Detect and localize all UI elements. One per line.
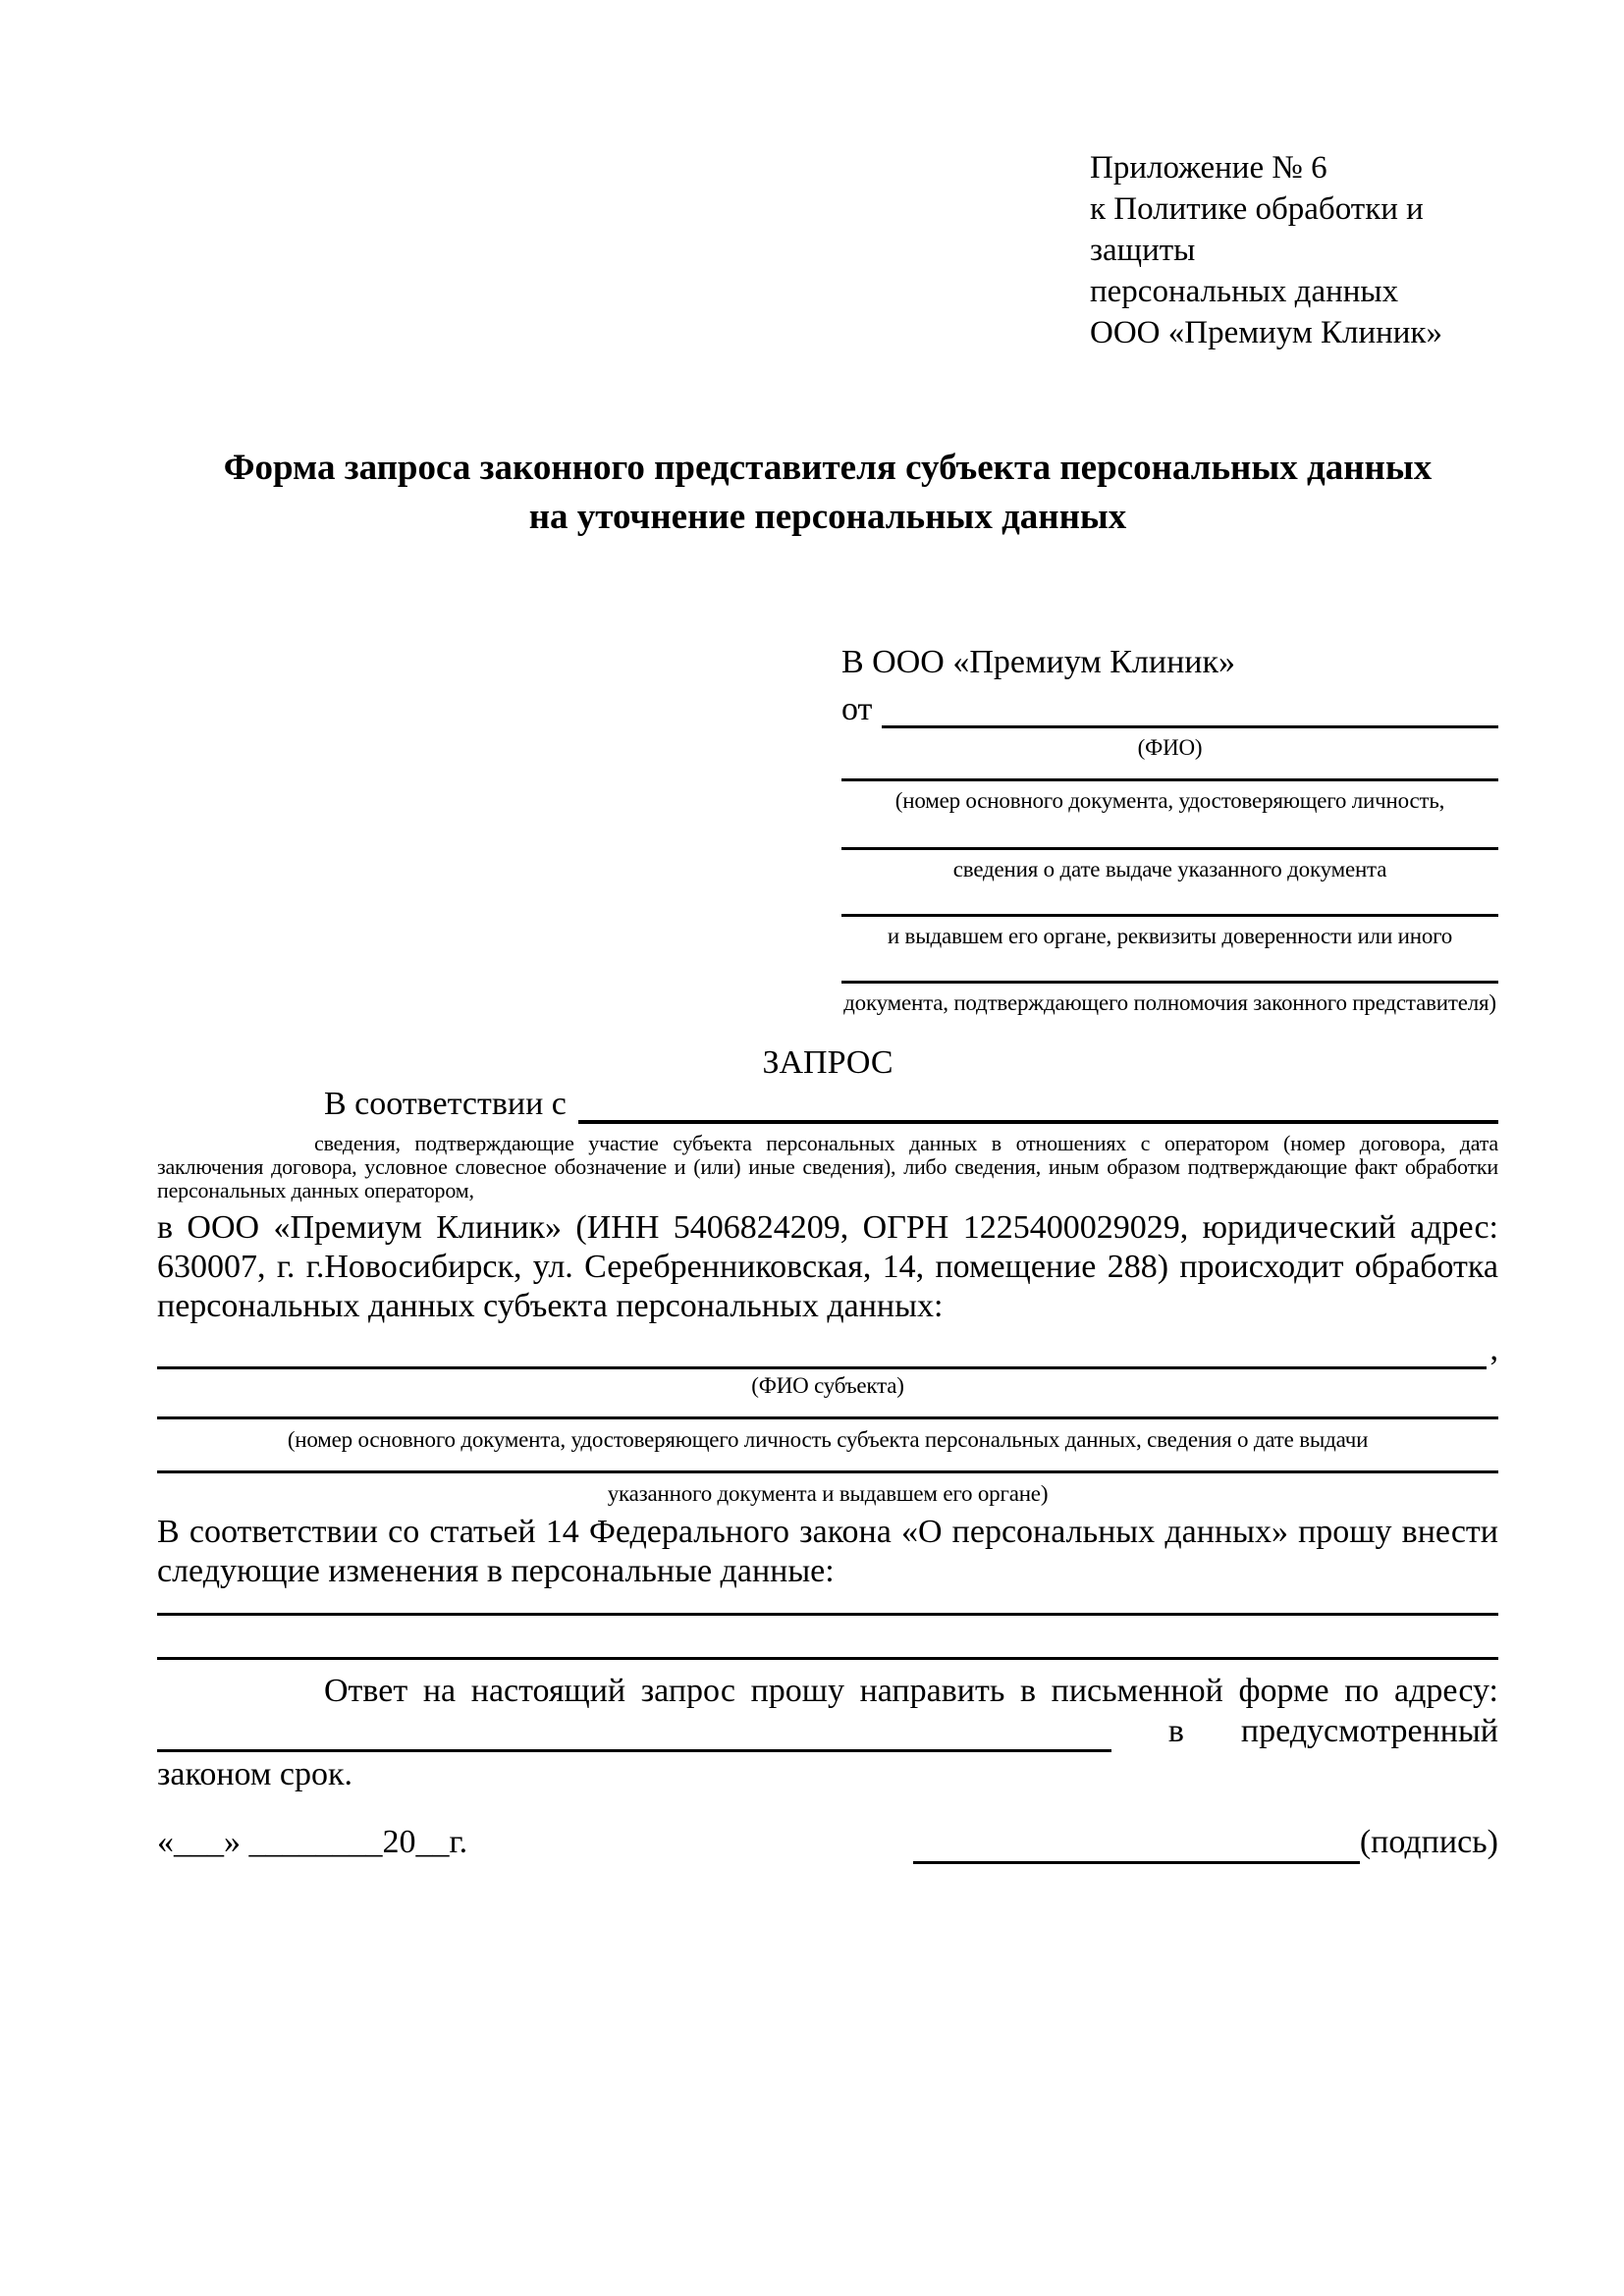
intro-footnote: сведения, подтверждающие участие субъекта персональных данных в отношениях с оператором (номер договора, дата заключения договора, условное словесное обозначение и (или) иные сведения), либо сведения, иным образом подтверждающие факт обработки персональных данных оператором,	[157, 1131, 1498, 1202]
title-line: Форма запроса законного представителя субъекта персональных данных	[223, 448, 1433, 488]
changes-fill-line-1	[157, 1613, 1498, 1616]
issuing-authority-fill-line	[841, 914, 1498, 917]
intro-label: В соответствии с	[324, 1086, 567, 1122]
subject-document-fill-line-2	[157, 1470, 1498, 1473]
from-row	[841, 685, 1498, 728]
line-caption: и выдавшем его органе, реквизиты доверенности или иного	[887, 924, 1453, 948]
trailing-comma: ,	[1489, 1331, 1498, 1367]
document-title	[157, 444, 1498, 542]
annex-line: персональных данных	[1090, 274, 1399, 309]
signature-group	[913, 1821, 1498, 1864]
subject-fio-caption: (ФИО субъекта)	[751, 1373, 904, 1398]
authority-document-fill-line	[841, 981, 1498, 984]
operator-paragraph: в ООО «Премиум Клиник» (ИНН 5406824209, ОГРН 1225400029029, юридический адрес: 630007, г. г.Новосибирск, ул. Серебренниковская, 14, помещение 288) происходит обработка персональных данных субъекта персональных данных:	[157, 1209, 1498, 1324]
address-fill-line	[157, 1714, 1111, 1752]
intro-row	[157, 1085, 1498, 1124]
annex-line: ООО «Премиум Клиник»	[1090, 315, 1442, 350]
issue-date-fill-line	[841, 847, 1498, 850]
request-heading: ЗАПРОС	[762, 1044, 893, 1081]
date-placeholder: «___» ________20__г.	[157, 1824, 468, 1860]
document-number-fill-line	[841, 778, 1498, 781]
line-caption: документа, подтверждающего полномочия законного представителя)	[843, 990, 1496, 1015]
from-fill-line	[882, 688, 1498, 728]
signature-caption: (подпись)	[1359, 1824, 1498, 1860]
title-line: на уточнение персональных данных	[528, 497, 1127, 537]
line-caption: (номер основного документа, удостоверяющего личность,	[894, 788, 1445, 813]
answer-word-in: в	[1167, 1713, 1184, 1749]
annex-line: к Политике обработки и защиты	[1090, 191, 1424, 268]
footer-row	[157, 1821, 1498, 1864]
answer-address-row	[157, 1711, 1498, 1752]
annex-header	[1090, 147, 1498, 353]
line-caption: сведения о дате выдаче указанного документа	[952, 857, 1387, 881]
from-label: от	[841, 691, 873, 727]
signature-fill-line	[913, 1826, 1360, 1864]
fio-caption: (ФИО)	[1137, 735, 1203, 760]
answer-tail: законом срок.	[157, 1756, 352, 1792]
addressee-organization: В ООО «Премиум Клиник»	[841, 644, 1236, 680]
subject-fio-fill-line	[157, 1331, 1487, 1369]
subject-document-caption-2: указанного документа и выдавшем его органе)	[607, 1481, 1049, 1506]
subject-document-caption: (номер основного документа, удостоверяющего личность субъекта персональных данных, сведения о дате выдачи	[287, 1427, 1369, 1452]
addressee-block	[841, 640, 1498, 1018]
annex-line: Приложение № 6	[1090, 150, 1327, 186]
subject-fio-row	[157, 1330, 1498, 1369]
answer-word-term: предусмотренный	[1240, 1713, 1498, 1749]
changes-fill-line-2	[157, 1657, 1498, 1660]
subject-document-fill-line	[157, 1416, 1498, 1419]
answer-request-paragraph: Ответ на настоящий запрос прошу направить в письменной форме по адресу:	[324, 1673, 1498, 1709]
basis-fill-line	[578, 1085, 1498, 1124]
law-paragraph: В соответствии со статьей 14 Федерального закона «О персональных данных» прошу внести следующие изменения в персональные данные:	[157, 1514, 1498, 1589]
